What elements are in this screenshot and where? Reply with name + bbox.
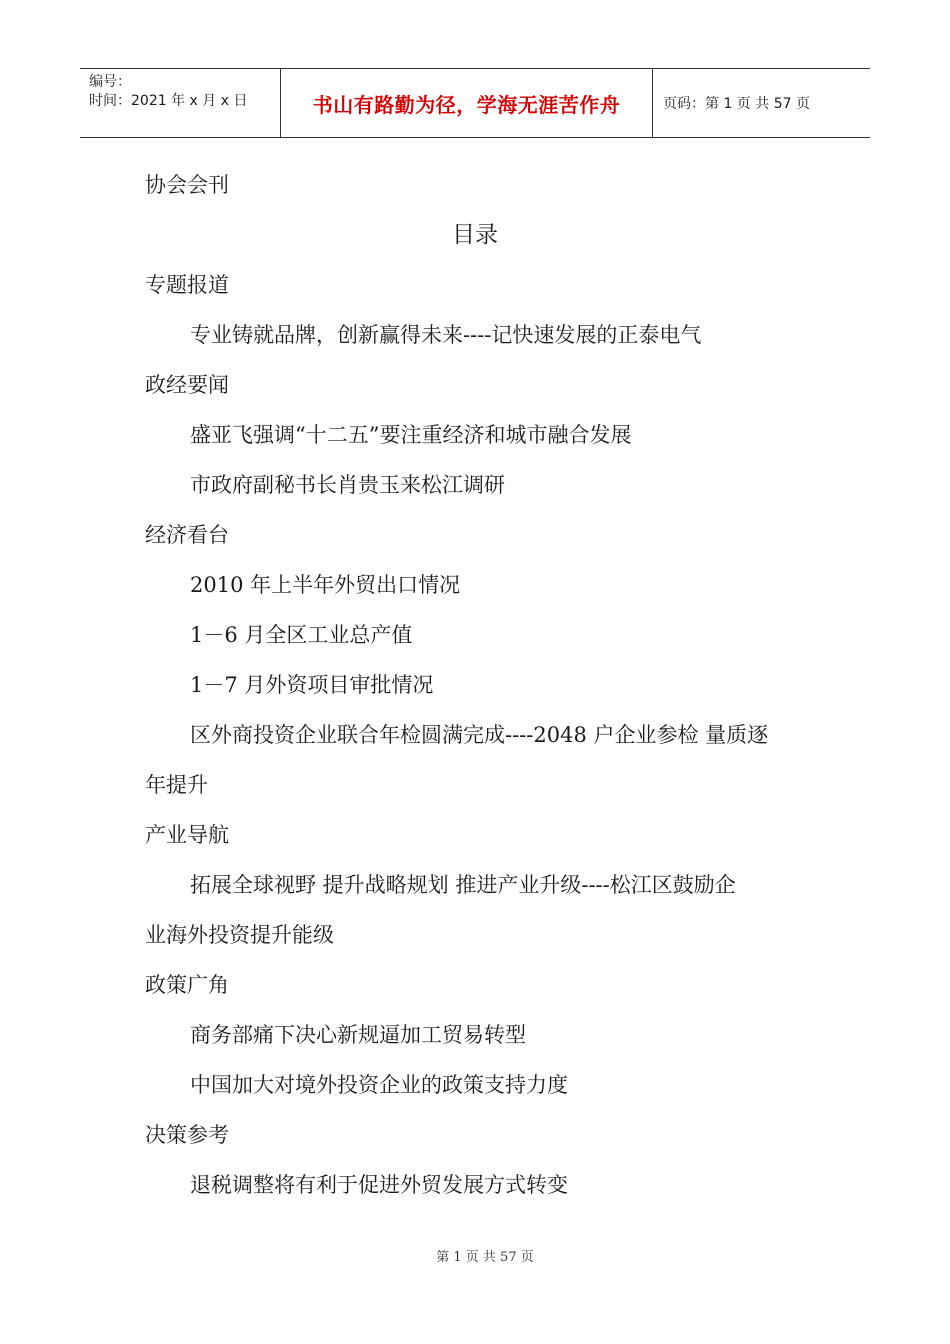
toc-entry: 市政府副秘书长肖贵玉来松江调研 (190, 473, 505, 497)
toc-entry: 2010 年上半年外贸出口情况 (190, 573, 461, 597)
toc-section-heading: 专题报道 (145, 273, 229, 297)
toc-section-heading: 业海外投资提升能级 (145, 923, 334, 947)
toc-entry: 1－6 月全区工业总产值 (190, 623, 413, 647)
doc-number-label: 编号： (89, 74, 131, 90)
toc-entry: 专业铸就品牌，创新赢得未来----记快速发展的正泰电气 (190, 323, 702, 347)
page-header (80, 68, 870, 138)
header-motto: 书山有路勤为径，学海无涯苦作舟 (281, 69, 653, 137)
toc-entry: 商务部痛下决心新规逼加工贸易转型 (190, 1023, 526, 1047)
toc-section-heading: 年提升 (145, 773, 208, 797)
toc-section-heading: 产业导航 (145, 823, 229, 847)
toc-entry: 盛亚飞强调“十二五”要注重经济和城市融合发展 (190, 423, 632, 447)
toc-section-heading: 经济看台 (145, 523, 229, 547)
toc-title: 目录 (452, 222, 498, 248)
toc-section-heading: 政经要闻 (145, 373, 229, 397)
toc-entry: 拓展全球视野 提升战略规划 推进产业升级----松江区鼓励企 (190, 873, 736, 897)
toc-list (145, 260, 825, 1210)
doc-time-label: 时间：2021 年 x 月 x 日 (89, 93, 248, 109)
toc-entry: 中国加大对境外投资企业的政策支持力度 (190, 1073, 568, 1097)
page-footer: 第 1 页 共 57 页 (436, 1250, 534, 1265)
document-body (145, 160, 825, 1210)
header-page-info: 页码：第 1 页 共 57 页 (663, 96, 810, 112)
magazine-name: 协会会刊 (145, 173, 229, 197)
toc-section-heading: 政策广角 (145, 973, 229, 997)
toc-section-heading: 决策参考 (145, 1123, 229, 1147)
toc-entry: 退税调整将有利于促进外贸发展方式转变 (190, 1173, 568, 1197)
toc-entry: 1－7 月外资项目审批情况 (190, 673, 434, 697)
header-meta (80, 69, 281, 137)
toc-entry: 区外商投资企业联合年检圆满完成----2048 户企业参检 量质逐 (190, 723, 769, 747)
